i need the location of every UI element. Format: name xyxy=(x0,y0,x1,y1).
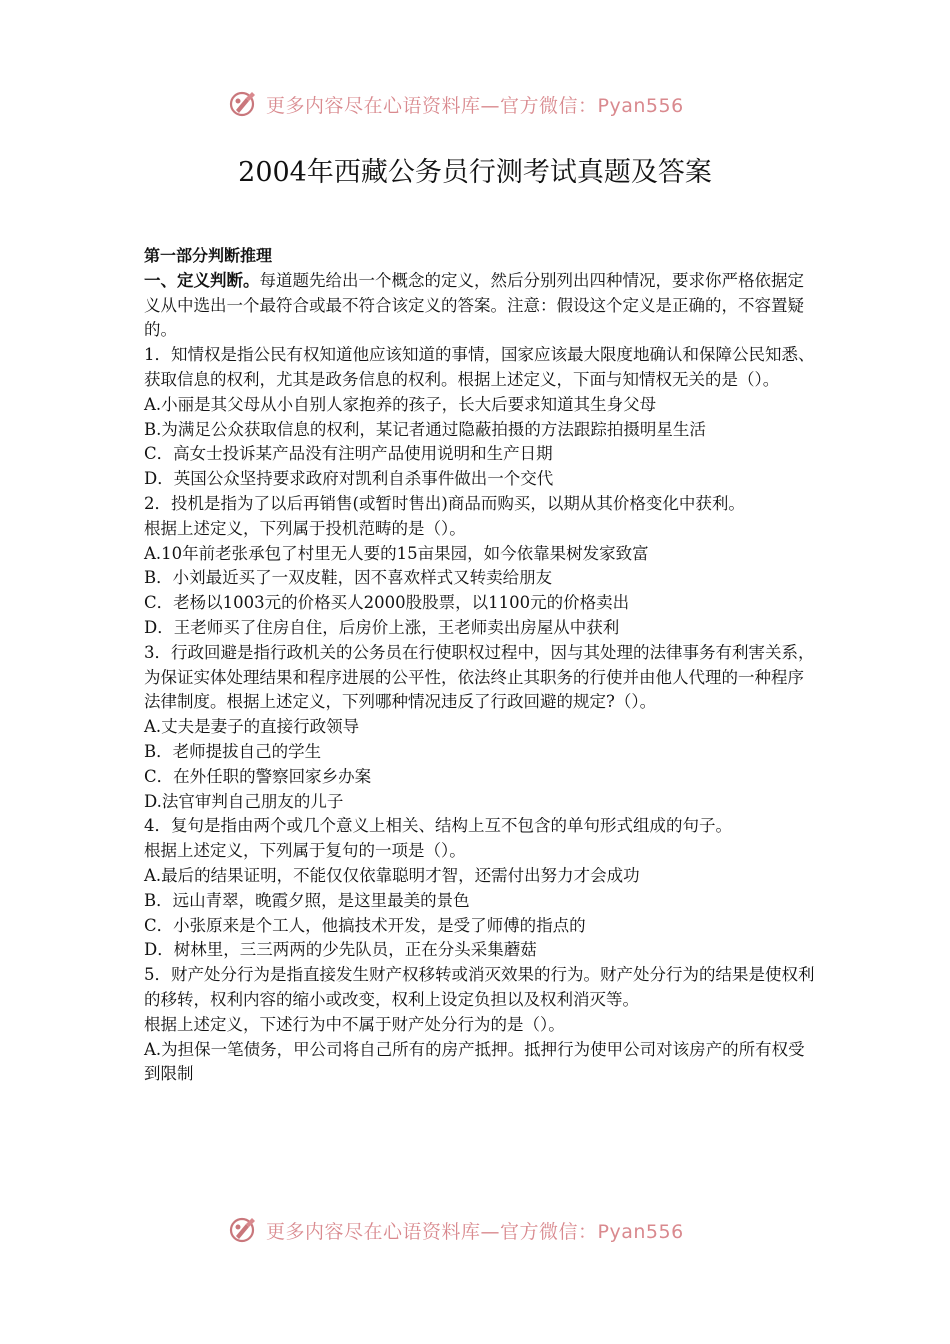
option-b: B．老师提拔自己的学生 xyxy=(144,741,322,761)
watermark-banner-bottom xyxy=(226,1210,746,1250)
option-d: D.法官审判自己朋友的儿子 xyxy=(144,791,344,811)
question-stem: 4．复句是指由两个或几个意义上相关、结构上互不包含的单句形式组成的句子。 xyxy=(144,816,732,836)
option-a: A.10年前老张承包了村里无人要的15亩果园，如今依靠果树发家致富 xyxy=(144,543,649,563)
question-stem: 5．财产处分行为是指直接发生财产权移转或消灭效果的行为。财产处分行为的结果是使权利的移转，权利内容的缩小或改变，权利上设定负担以及权利消灭等。 xyxy=(144,965,815,1009)
question-stem-continued: 根据上述定义，下列属于复句的一项是（）。 xyxy=(144,841,466,861)
question-stem: 3．行政回避是指行政机关的公务员在行使职权过程中，因与其处理的法律事务有利害关系，为保证实体处理结果和程序进展的公平性，依法终止其职务的行使并由他人代理的一种程序法律制度。根据上述定义，下列哪种情况违反了行政回避的规定?（）。 xyxy=(144,642,815,712)
intro-paragraph xyxy=(144,269,820,343)
option-c: C．在外任职的警察回家乡办案 xyxy=(144,766,372,786)
option-b: B．小刘最近买了一双皮鞋，因不喜欢样式又转卖给朋友 xyxy=(144,568,553,588)
option-d: D．树林里，三三两两的少先队员，正在分头采集蘑菇 xyxy=(144,940,537,960)
option-b: B.为满足公众获取信息的权利，某记者通过隐蔽拍摄的方法跟踪拍摄明星生活 xyxy=(144,419,706,439)
option-c: C．高女士投诉某产品没有注明产品使用说明和生产日期 xyxy=(144,444,553,464)
question-stem: 1．知情权是指公民有权知道他应该知道的事情，国家应该最大限度地确认和保障公民知悉、获取信息的权利，尤其是政务信息的权利。根据上述定义，下面与知情权无关的是（）。 xyxy=(144,345,815,389)
watermark-banner-top xyxy=(226,84,746,124)
watermark-text: 更多内容尽在心语资料库—官方微信：Pyan556 xyxy=(266,94,684,117)
brush-logo-icon xyxy=(226,1212,262,1248)
option-d: D．王老师买了住房自住，后房价上涨，王老师卖出房屋从中获利 xyxy=(144,617,620,637)
option-c: C．小张原来是个工人，他搞技术开发，是受了师傅的指点的 xyxy=(144,915,586,935)
option-d: D．英国公众坚持要求政府对凯利自杀事件做出一个交代 xyxy=(144,469,554,489)
option-a: A.最后的结果证明，不能仅仅依靠聪明才智，还需付出努力才会成功 xyxy=(144,865,640,885)
brush-logo-icon xyxy=(226,86,262,122)
question-stem-continued: 根据上述定义，下述行为中不属于财产处分行为的是（）。 xyxy=(144,1014,565,1034)
document-body xyxy=(144,244,820,1087)
document-title: 2004年西藏公务员行测考试真题及答案 xyxy=(238,157,712,188)
section-heading: 第一部分判断推理 xyxy=(144,246,273,265)
option-a: A.丈夫是妻子的直接行政领导 xyxy=(144,717,360,737)
question-stem-continued: 根据上述定义，下列属于投机范畴的是（）。 xyxy=(144,518,466,538)
option-c: C．老杨以1003元的价格买人2000股股票，以1100元的价格卖出 xyxy=(144,593,630,613)
watermark-text: 更多内容尽在心语资料库—官方微信：Pyan556 xyxy=(266,1220,684,1243)
option-a: A.为担保一笔债务，甲公司将自己所有的房产抵押。抵押行为使甲公司对该房产的所有权受到限制 xyxy=(144,1039,805,1084)
question-stem: 2．投机是指为了以后再销售(或暂时售出)商品而购买，以期从其价格变化中获利。 xyxy=(144,493,745,513)
option-b: B．远山青翠，晚霞夕照，是这里最美的景色 xyxy=(144,890,470,910)
intro-text: 每道题先给出一个概念的定义，然后分别列出四种情况，要求你严格依据定义从中选出一个最符合或最不符合该定义的答案。注意：假设这个定义是正确的，不容置疑的。 xyxy=(144,270,804,340)
option-a: A.小丽是其父母从小自别人家抱养的孩子，长大后要求知道其生身父母 xyxy=(144,394,657,414)
intro-label: 一、定义判断。 xyxy=(144,270,260,290)
